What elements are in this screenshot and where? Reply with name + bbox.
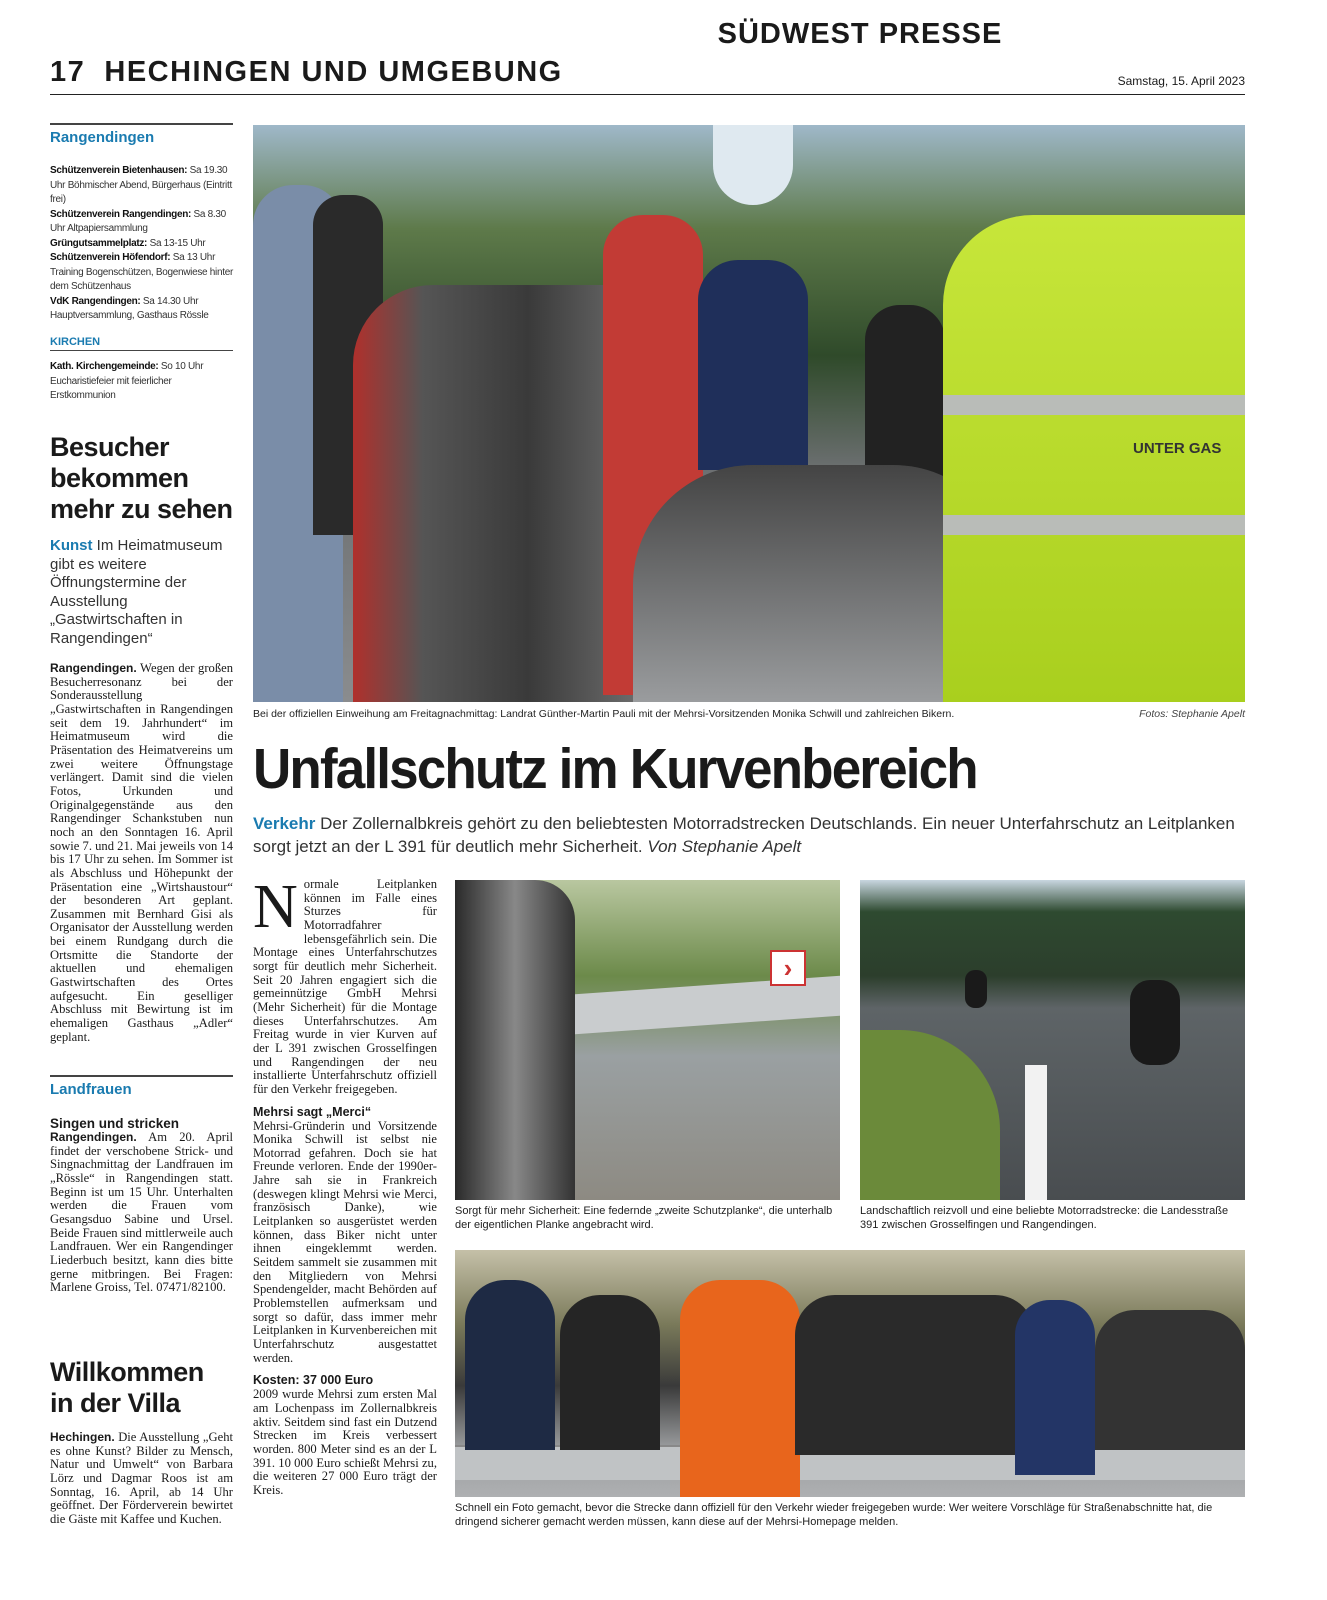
listing-name: Kath. Kirchengemeinde: <box>50 361 159 372</box>
guardrail-caption: Sorgt für mehr Sicherheit: Eine federnde „zweite Schutzplanke“, die unterhalb der eigentlichen Planke angebracht wird. <box>455 1205 833 1231</box>
main-headline: Unfallschutz im Kurvenbereich <box>253 737 977 801</box>
listing-text: Sa 8.30 Uhr Altpapiersammlung <box>50 208 226 234</box>
issue-date: Samstag, 15. April 2023 <box>1117 74 1245 88</box>
person <box>465 1280 555 1450</box>
person-orange-jacket <box>680 1280 800 1497</box>
road-caption: Landschaftlich reizvoll und eine beliebte Motorradstrecke: die Landesstraße 391 zwischen Grosselfingen und Rangendingen. <box>860 1205 1229 1231</box>
main-photo-caption: Bei der offiziellen Einweihung am Freitagnachmittag: Landrat Günther-Martin Pauli mit der Mehrsi-Vorsitzenden Monika Schwill und zahlreichen Bikern. <box>253 708 955 720</box>
listing-item <box>50 208 233 237</box>
delineator-post <box>1025 1065 1047 1200</box>
listing-name: Schützenverein Rangendingen: <box>50 208 192 220</box>
section-title: HECHINGEN UND UMGEBUNG <box>104 56 563 88</box>
dateline: Rangendingen. <box>50 1130 137 1144</box>
deck-kicker: Verkehr <box>253 814 316 833</box>
page-number: 17 <box>50 56 86 88</box>
body-text: Am 20. April findet der verschobene Strick- und Singnachmittag der Landfrauen im „Rössle“ in Rangendingen statt. Beginn ist um 15 Uhr. Unterhalten werden die Frauen vom Gesangsduo Sabine und Ursel. Beide Frauen sind mittlerweile auch Landfrauen. Wer ein Rangendinger Liederbuch besitzt, kann dies bitte gerne mitbringen. Bei Fragen: Marlene Groiss, Tel. 07471/82100. <box>50 1130 233 1295</box>
reflective-strip <box>943 395 1245 415</box>
teaser <box>50 537 233 648</box>
byline: Von Stephanie Apelt <box>647 837 802 856</box>
listing-item <box>50 251 233 295</box>
paragraph: ormale Leitplanken können im Falle eines Sturzes für Motorradfahrer lebensgefährlich sein. Die Montage eines Unterfahrschutzes sorgt für deutlich mehr Sicherheit. Seit 20 Jahren engagiert sich die gemeinnützige GmbH Mehrsi (Mehr Sicherheit) für die Montage dieses Unterfahrschutzes. Am Freitag wurde in vier Kurven auf der L 391 zwischen Grosselfingen und Rangendingen der neu installierte Unterfahrschutz offiziell für den Verkehr freigegeben. <box>253 877 437 1096</box>
headline: Willkommen in der Villa <box>50 1357 204 1418</box>
guardrail-photo <box>455 880 840 1200</box>
photo-credit: Fotos: Stephanie Apelt <box>1139 708 1245 720</box>
listing-item <box>50 295 233 324</box>
motorcycle <box>455 880 575 1200</box>
listing-item <box>50 237 233 252</box>
body-text: Wegen der großen Besucherresonanz bei der Sonderausstellung „Gastwirtschaften in Rangendingen seit dem 19. Jahrhundert“ im Heimatmuseum wird die Präsentation des Heimatvereins um zwei weitere Öffnungstage verlängert. Damit sind die vielen Fotos, Urkunden und Originalgegenstände aus den Rangendinger Schankstuben nun noch an den Sonntagen 16. April sowie 7. und 21. Mai jeweils von 14 bis 17 Uhr zu sehen. Im Sommer ist als Abschluss und Höhepunkt der Präsentation eine „Wirtshaustour“ der besonderen Art geplant. Zusammen mit Bernhard Gisi als Organisator der Ausstellung werden bei einem Rundgang durch die Ortsmitte die Standorte der aktuellen und ehemaligen Gastwirtschaften des Ortes aufgesucht. Ein geselliger Abschluss mit Bewirtung ist im ehemaligen Gasthaus „Adler“ geplant. <box>50 661 233 1044</box>
paragraph: Mehrsi-Gründerin und Vorsitzende Monika Schwill ist selbst nie Motorrad gefahren. Doch sie hat Freunde verloren. Ende der 1990er-Jahre sah sie in Frankreich (deswegen klingt Mehrsi wie Merci, französisch Danke), wie Leitplanken so ausgerüstet werden können, dass Biker nicht unter ihnen eingeklemmt werden. Seitdem sammelt sie zusammen mit den Mitgliedern von Mehrsi Spendengelder, macht Behörden auf Problemstellen aufmerksam und sorgt so dafür, dass immer mehr Leitplanken in Kurvenbereichen mit Unterfahrschutz ausgestattet werden. <box>253 1118 437 1365</box>
motorcyclist <box>1130 980 1180 1065</box>
listing-text: Sa 14.30 Uhr Hauptversammlung, Gasthaus Rössle <box>50 295 209 321</box>
listing-name: Grüngutsammelplatz: <box>50 237 148 249</box>
main-article-body <box>253 873 437 1498</box>
road-photo <box>860 880 1245 1200</box>
group <box>795 1295 1035 1455</box>
church-list <box>50 360 233 404</box>
kicker-landfrauen: Landfrauen <box>50 1075 233 1098</box>
listing-text: Sa 13-15 Uhr <box>147 237 206 249</box>
listing-name: VdK Rangendingen: <box>50 295 141 307</box>
vest-logo: UNTER GAS <box>1133 440 1222 457</box>
article-villa <box>50 1357 233 1527</box>
dateline: Rangendingen. <box>50 661 137 675</box>
listing-name: Schützenverein Höfendorf: <box>50 252 171 263</box>
article-besucher <box>50 432 233 1044</box>
listing-text: Sa 19.30 Uhr Böhmischer Abend, Bürgerhaus (Eintritt frei) <box>50 165 232 205</box>
event-list <box>50 164 233 324</box>
chevron-sign-icon: › <box>770 950 806 986</box>
subheading: Kosten: 37 000 Euro <box>253 1373 374 1388</box>
sky-patch <box>713 125 793 205</box>
listing-name: Schützenverein Bietenhausen: <box>50 165 188 176</box>
listing-text: So 10 Uhr Eucharistiefeier mit feierlicher Erstkommunion <box>50 361 204 401</box>
grass <box>860 1030 1000 1200</box>
teaser-kicker: Kunst <box>50 537 93 554</box>
listing-item <box>50 360 233 404</box>
headline: Besucher bekommen mehr zu sehen <box>50 432 233 524</box>
body-text: Die Ausstellung „Geht es ohne Kunst? Bilder zu Mensch, Natur und Umwelt“ von Barbara Lörz und Dagmar Roos ist am Sonntag, 16. April, ab 14 Uhr geöffnet. Der Förderverein bewirtet die Gäste mit Kaffee und Kuchen. <box>50 1430 233 1526</box>
main-photo <box>253 125 1245 702</box>
person-landrat <box>698 260 808 470</box>
body <box>50 1131 233 1295</box>
kirchen-box <box>50 336 233 404</box>
header-rule <box>50 94 1245 95</box>
kicker-rangendingen: Rangendingen <box>50 123 233 146</box>
paragraph: 2009 wurde Mehrsi zum ersten Mal am Lochenpass im Zollernalbkreis aktiv. Seitdem sind fast ein Dutzend Strecken im Kreis verbessert worden. 800 Meter sind es an der L 391. 10 000 Euro schießt Mehrsi zu, die weiteren 27 000 Euro trägt der Kreis. <box>253 1387 437 1497</box>
teaser-text: Im Heimatmuseum gibt es weitere Öffnungstermine der Ausstellung „Gastwirtschaften in Rangendingen“ <box>50 537 223 647</box>
body <box>50 662 233 1044</box>
rangendingen-box <box>50 123 233 324</box>
listing-item <box>50 164 233 208</box>
group-caption: Schnell ein Foto gemacht, bevor die Strecke dann offiziell für den Verkehr wieder freigegeben wurde: Wer weitere Vorschläge für Straßenabschnitte hat, die dringend sicherer gemacht werden müssen, kann diese auf der Mehrsi-Homepage melden. <box>455 1502 1213 1528</box>
person <box>560 1295 660 1450</box>
kicker-kirchen: KIRCHEN <box>50 336 233 351</box>
group-photo <box>455 1250 1245 1497</box>
deck-text: Der Zollernalbkreis gehört zu den beliebtesten Motorradstrecken Deutschlands. Ein neuer Unterfahrschutz an Leitplanken sorgt jetzt an der L 391 für deutlich mehr Sicherheit. <box>253 814 1235 856</box>
drop-cap: N <box>253 873 298 941</box>
headline: Singen und stricken <box>50 1116 180 1131</box>
group <box>1095 1310 1245 1450</box>
dateline: Hechingen. <box>50 1430 115 1444</box>
person-landrat <box>1015 1300 1095 1475</box>
reflective-strip <box>943 515 1245 535</box>
masthead: SÜDWEST PRESSE <box>717 18 1003 50</box>
safety-vest <box>943 215 1245 702</box>
listing-text: Sa 13 Uhr Training Bogenschützen, Bogenwiese hinter dem Schützenhaus <box>50 252 234 292</box>
page-header <box>50 56 563 89</box>
body <box>50 1431 233 1527</box>
landfrauen-box <box>50 1075 233 1295</box>
motorcyclist <box>965 970 987 1008</box>
subheading: Mehrsi sagt „Merci“ <box>253 1104 372 1119</box>
deck <box>253 812 1245 858</box>
